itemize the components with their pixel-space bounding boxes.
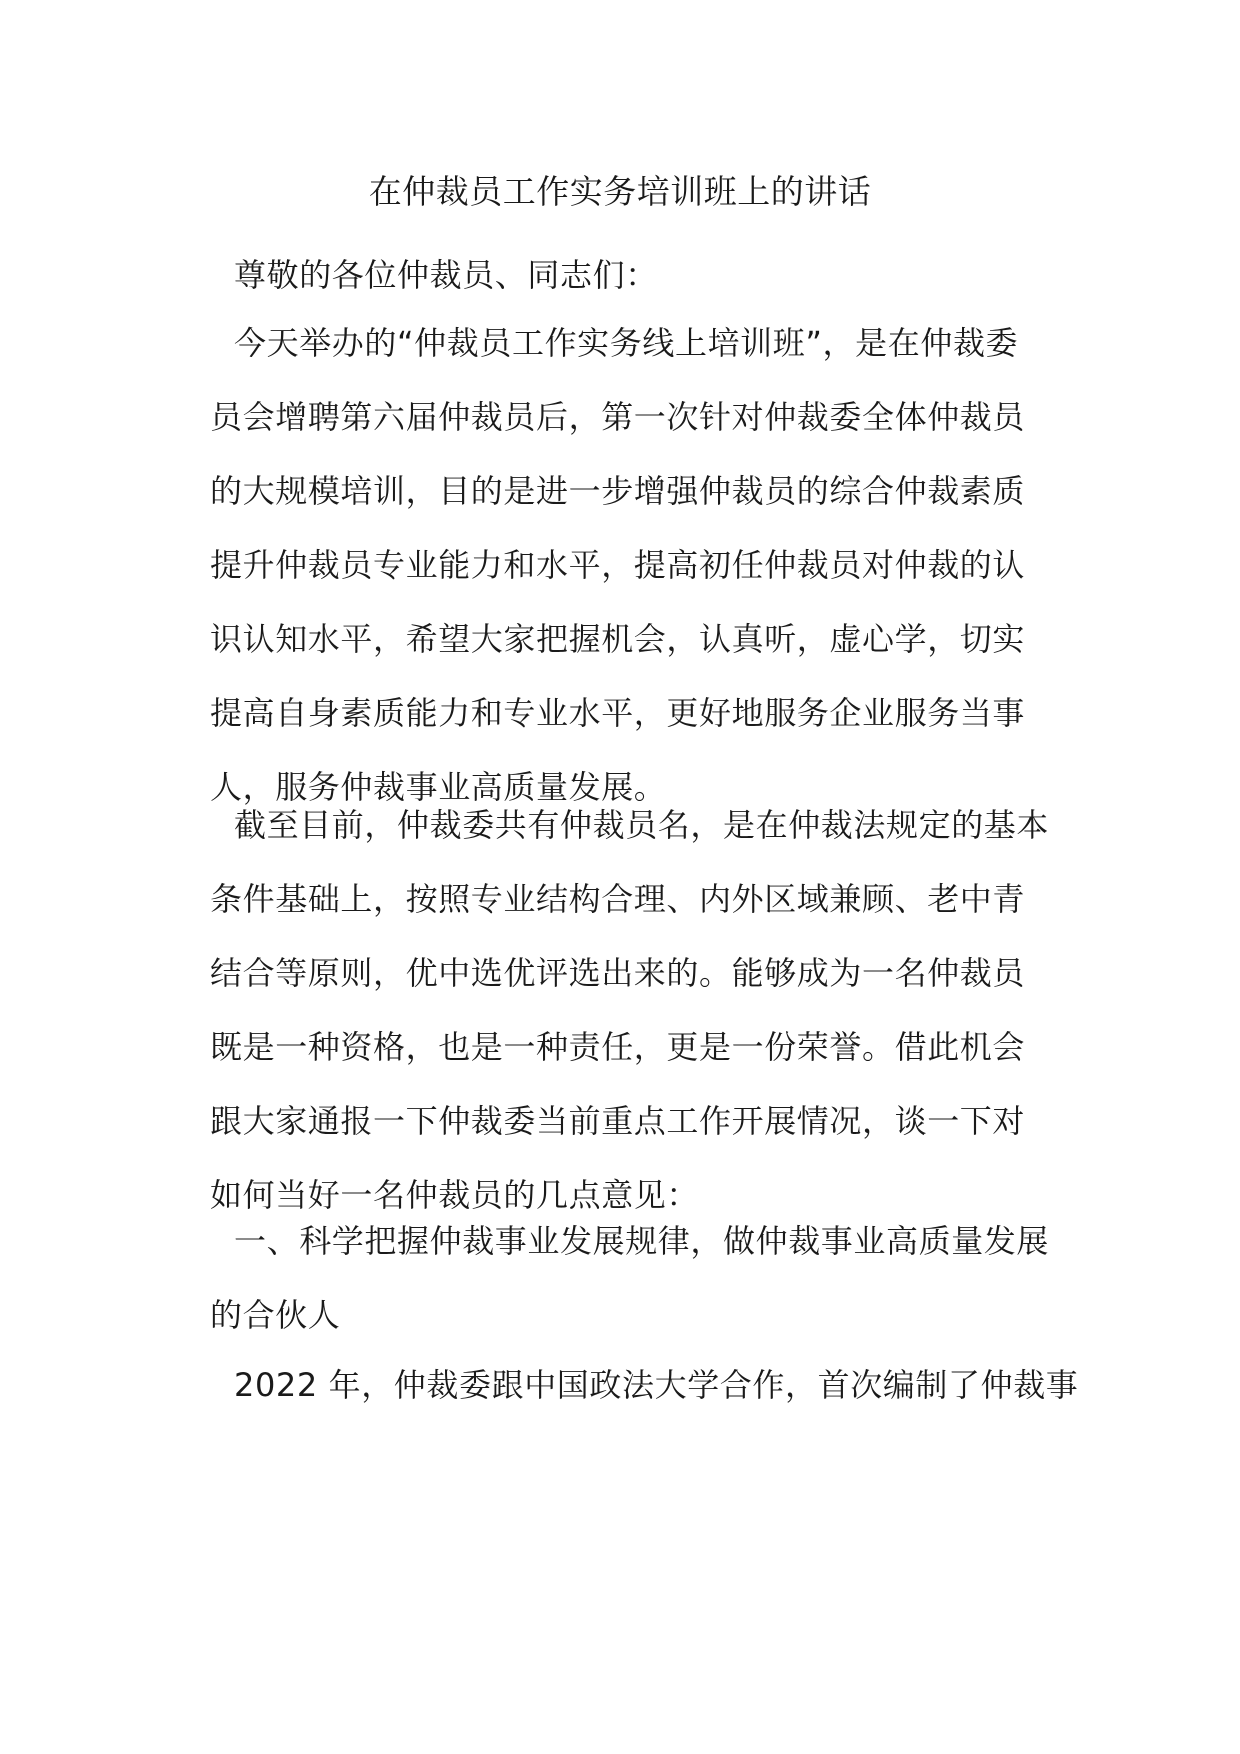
text-line: 的合伙人 [210, 1296, 341, 1334]
status-paragraph [186, 788, 1054, 1232]
text-line: 2022 年，仲裁委跟中国政法大学合作，首次编制了仲裁事 [234, 1366, 1079, 1404]
text-line: 人，服务仲裁事业高质量发展。 [210, 768, 667, 806]
text-line: 结合等原则，优中选优评选出来的。能够成为一名仲裁员 [210, 954, 1026, 992]
text-line: 识认知水平，希望大家把握机会，认真听，虚心学，切实 [210, 620, 1026, 658]
section-heading-1 [186, 1204, 1054, 1352]
text-line: 今天举办的“仲裁员工作实务线上培训班”，是在仲裁委 [234, 324, 1019, 362]
text-line: 跟大家通报一下仲裁委当前重点工作开展情况，谈一下对 [210, 1102, 1026, 1140]
document-title: 在仲裁员工作实务培训班上的讲话 [368, 172, 872, 211]
text-line: 一、科学把握仲裁事业发展规律，做仲裁事业高质量发展 [234, 1222, 1050, 1260]
text-line: 的大规模培训，目的是进一步增强仲裁员的综合仲裁素质 [210, 472, 1026, 510]
text-line: 如何当好一名仲裁员的几点意见： [210, 1176, 700, 1214]
text-line: 提升仲裁员专业能力和水平，提高初任仲裁员对仲裁的认 [210, 546, 1026, 584]
text-line: 截至目前，仲裁委共有仲裁员名，是在仲裁法规定的基本 [234, 806, 1050, 844]
intro-paragraph [186, 306, 1054, 824]
section-paragraph [186, 1348, 1079, 1422]
text-line: 尊敬的各位仲裁员、同志们： [234, 256, 658, 294]
text-line: 提高自身素质能力和专业水平，更好地服务企业服务当事 [210, 694, 1026, 732]
salutation-paragraph [186, 238, 1054, 312]
text-line: 员会增聘第六届仲裁员后，第一次针对仲裁委全体仲裁员 [210, 398, 1026, 436]
text-line: 条件基础上，按照专业结构合理、内外区域兼顾、老中青 [210, 880, 1026, 918]
text-line: 既是一种资格，也是一种责任，更是一份荣誉。借此机会 [210, 1028, 1026, 1066]
